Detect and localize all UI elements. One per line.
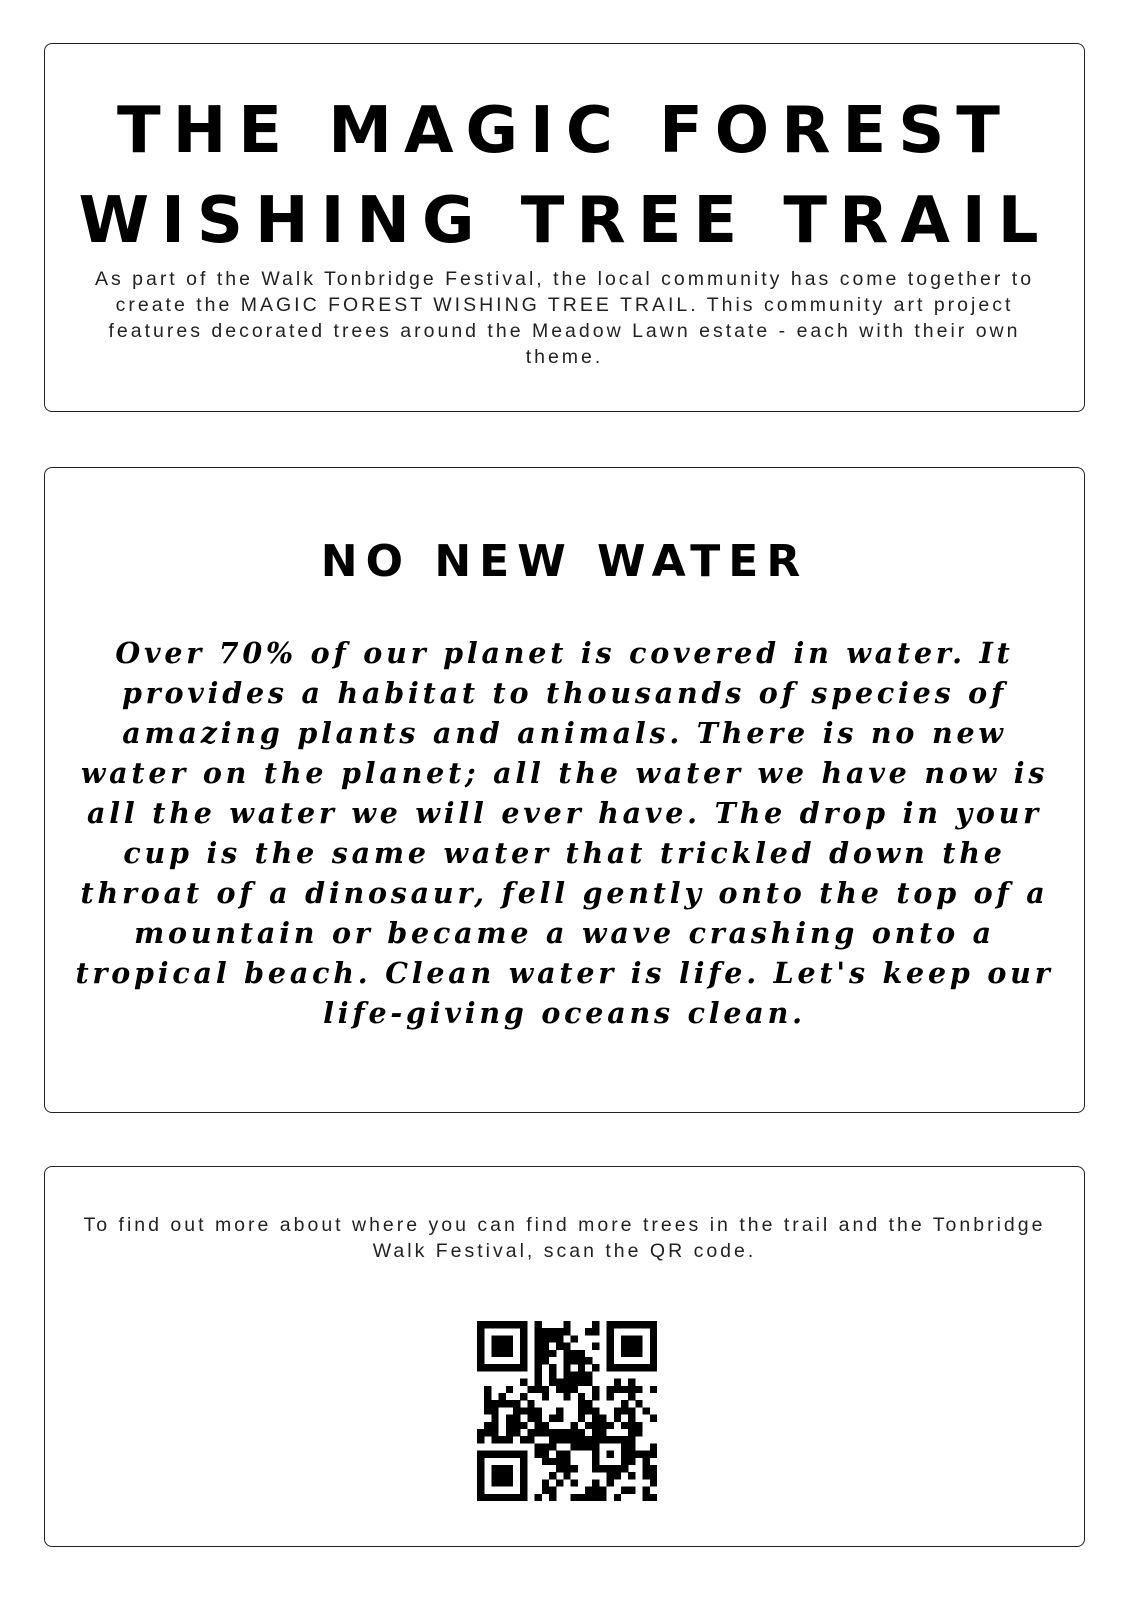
theme-title: NO NEW WATER (320, 536, 809, 587)
qr-code-icon[interactable] (477, 1321, 657, 1501)
theme-body-text: Over 70% of our planet is covered in water. It provides a habitat to thousands of species of amazing plants and animals. There is no new water on the planet; all the water we have now is all the water we will ever have. The drop in your cup is the same water that trickled down the throat of a dinosaur, fell gently onto the top of a mountain or became a wave crashing onto a tropical beach. Clean water is life. Let's keep our life-giving oceans clean. (75, 636, 1054, 1030)
footer-text: To find out more about where you can find more trees in the trail and the Tonbridge Walk Festival, scan the QR code. (83, 1214, 1046, 1262)
title-line-1: THE MAGIC FOREST (117, 94, 1012, 168)
theme-panel (44, 467, 1085, 1113)
page-title (45, 86, 1084, 266)
header-panel (44, 43, 1085, 412)
title-line-2: WISHING TREE TRAIL (78, 184, 1051, 258)
footer-panel (44, 1166, 1085, 1547)
intro-paragraph: As part of the Walk Tonbridge Festival, the local community has come together to create the MAGIC FOREST WISHING TREE TRAIL. This community art project features decorated trees around the Meadow Lawn estate - each with their own theme. (94, 268, 1035, 368)
